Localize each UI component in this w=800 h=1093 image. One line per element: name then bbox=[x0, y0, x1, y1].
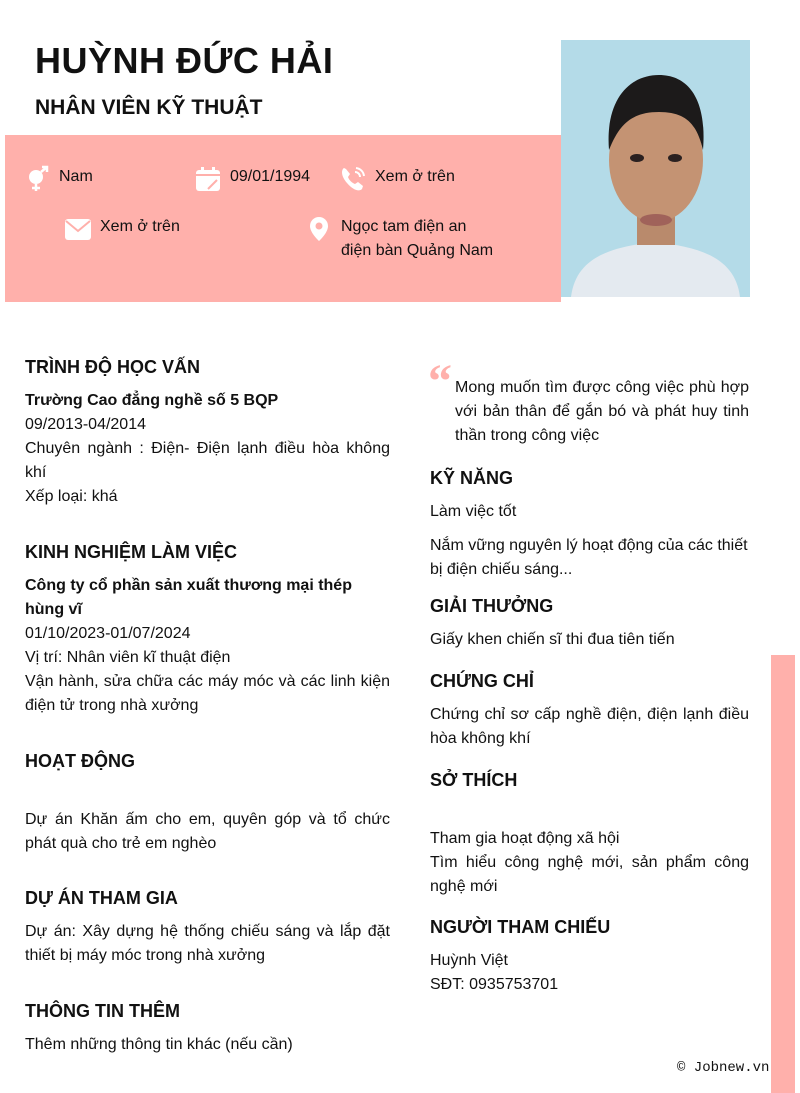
awards-section bbox=[430, 594, 749, 652]
address-line-2: điện bàn Quảng Nam bbox=[341, 242, 494, 259]
hobbies-section bbox=[430, 768, 749, 899]
references-section bbox=[430, 915, 749, 997]
candidate-name: HUỲNH ĐỨC HẢI bbox=[35, 40, 334, 81]
profile-photo bbox=[561, 40, 750, 297]
hobby-item: Tìm hiểu công nghệ mới, sản phẩm công nghệ mới bbox=[430, 854, 749, 895]
experience-position: Vị trí: Nhân viên kĩ thuật điện bbox=[25, 649, 231, 666]
education-major: Chuyên ngành : Điện- Điện lạnh điều hòa không khí bbox=[25, 440, 390, 481]
gender-info bbox=[23, 165, 93, 193]
gender-icon bbox=[23, 165, 51, 193]
award-item: Giấy khen chiến sĩ thi đua tiên tiến bbox=[430, 631, 675, 648]
email-info bbox=[64, 215, 180, 243]
accent-bar bbox=[771, 655, 795, 1093]
awards-heading: GIẢI THƯỞNG bbox=[430, 596, 554, 616]
education-section bbox=[25, 355, 390, 509]
location-pin-icon bbox=[305, 215, 333, 243]
hobbies-heading: SỞ THÍCH bbox=[430, 770, 518, 790]
skills-section bbox=[430, 466, 749, 582]
extra-text: Thêm những thông tin khác (nếu cần) bbox=[25, 1036, 293, 1053]
skill-item: Nắm vững nguyên lý hoạt động của các thiết bị điện chiếu sáng... bbox=[430, 537, 748, 578]
certificate-item: Chứng chỉ sơ cấp nghề điện, điện lạnh điều hòa không khí bbox=[430, 706, 749, 747]
hobby-item: Tham gia hoạt động xã hội bbox=[430, 830, 620, 847]
job-title: NHÂN VIÊN KỸ THUẬT bbox=[35, 96, 263, 119]
extra-section bbox=[25, 999, 390, 1057]
address-info bbox=[305, 215, 493, 263]
envelope-icon bbox=[64, 215, 92, 243]
certificates-section bbox=[430, 669, 749, 751]
gender-value: Nam bbox=[59, 168, 93, 185]
extra-heading: THÔNG TIN THÊM bbox=[25, 1001, 180, 1021]
activities-text: Dự án Khăn ấm cho em, quyên góp và tổ chức phát quà cho trẻ em nghèo bbox=[25, 811, 390, 852]
reference-name: Huỳnh Việt bbox=[430, 952, 508, 969]
education-heading: TRÌNH ĐỘ HỌC VẤN bbox=[25, 357, 200, 377]
quote-icon: “ bbox=[428, 355, 452, 408]
birthday-info bbox=[194, 165, 310, 193]
skills-heading: KỸ NĂNG bbox=[430, 468, 514, 488]
contact-band bbox=[5, 135, 561, 302]
footer-credit: © Jobnew.vn bbox=[677, 1060, 770, 1076]
school-name: Trường Cao đẳng nghề số 5 BQP bbox=[25, 392, 279, 409]
experience-period: 01/10/2023-01/07/2024 bbox=[25, 625, 191, 642]
birthday-value: 09/01/1994 bbox=[230, 168, 311, 185]
activities-section bbox=[25, 749, 390, 856]
projects-section bbox=[25, 886, 390, 968]
objective-text: Mong muốn tìm được công việc phù hợp với bản thân để gắn bó và phát huy tinh thần trong công việc bbox=[455, 379, 749, 444]
experience-heading: KINH NGHIỆM LÀM VIỆC bbox=[25, 542, 238, 562]
projects-text: Dự án: Xây dựng hệ thống chiếu sáng và lắp đặt thiết bị máy móc trong nhà xưởng bbox=[25, 923, 390, 964]
calendar-icon bbox=[194, 165, 222, 193]
education-grade: Xếp loại: khá bbox=[25, 488, 118, 505]
experience-section bbox=[25, 540, 390, 718]
phone-info bbox=[339, 165, 455, 193]
email-value: Xem ở trên bbox=[100, 218, 180, 235]
education-period: 09/2013-04/2014 bbox=[25, 416, 146, 433]
phone-value: Xem ở trên bbox=[375, 168, 455, 185]
references-heading: NGƯỜI THAM CHIẾU bbox=[430, 917, 611, 937]
activities-heading: HOẠT ĐỘNG bbox=[25, 751, 135, 771]
address-line-1: Ngọc tam điện an bbox=[341, 218, 467, 235]
phone-icon bbox=[339, 165, 367, 193]
experience-description: Vận hành, sửa chữa các máy móc và các linh kiện điện tử trong nhà xưởng bbox=[25, 673, 390, 714]
certificates-heading: CHỨNG CHỈ bbox=[430, 671, 534, 691]
reference-phone: SĐT: 0935753701 bbox=[430, 976, 559, 993]
company-name: Công ty cổ phần sản xuất thương mại thép hùng vĩ bbox=[25, 577, 352, 618]
skill-item: Làm việc tốt bbox=[430, 503, 517, 520]
projects-heading: DỰ ÁN THAM GIA bbox=[25, 888, 178, 908]
